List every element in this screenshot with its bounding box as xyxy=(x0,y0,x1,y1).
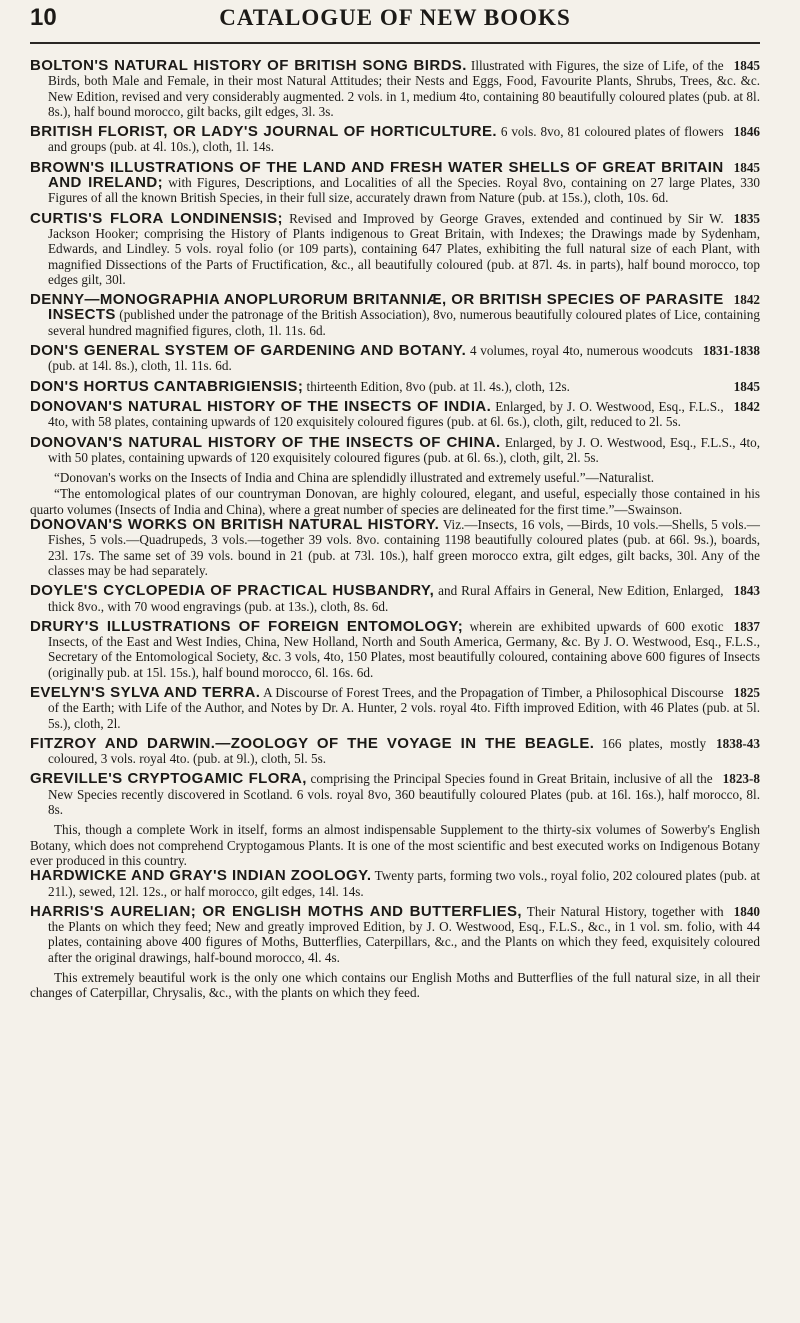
catalogue-entry xyxy=(30,583,760,614)
catalogue-entry xyxy=(30,685,760,731)
catalogue-entry xyxy=(30,619,760,680)
entry-date: 1842 xyxy=(733,292,760,308)
entry-title: DONOVAN'S NATURAL HISTORY OF THE INSECTS OF CHINA. xyxy=(30,433,501,451)
catalogue-entry xyxy=(30,160,760,206)
catalogue-entry xyxy=(30,904,760,965)
catalogue-entry xyxy=(30,517,760,578)
entry-title: DONOVAN'S WORKS ON BRITISH NATURAL HISTORY. xyxy=(30,516,440,534)
entry-body: 6 vols. 8vo, 81 coloured plates of flowers and groups (pub. at 4l. 10s.), cloth, 1l. 14s. xyxy=(48,124,724,155)
entry-body: Viz.—Insects, 16 vols, —Birds, 10 vols.—Shells, 5 vols.—Fishes, 5 vols.—Quadrupeds, 3 vols.—together 39 vols. 8vo. containing 1198 beautifully coloured plates (pub. at 66l. 9s.), boards, 23l. 17s. The same set of 39 vols. bound in 21 (pub. at 73l. 10s.), half green morocco extra, gilt edges, gilt backs, 30l. Any of the classes may be had separately. xyxy=(48,517,760,578)
entry-body: (published under the patronage of the British Association), 8vo, numerous beautifully coloured plates of Lice, containing several hundred magnified figures, cloth, 1l. 11s. 6d. xyxy=(48,307,760,338)
entry-body: Twenty parts, forming two vols., royal folio, 202 coloured plates (pub. at 21l.), sewed, 12l. 12s., or half morocco, gilt edges, 14l. 14s. xyxy=(48,868,760,899)
entry-date: 1837 xyxy=(733,618,760,634)
entry-title: EVELYN'S SYLVA AND TERRA. xyxy=(30,683,261,701)
entry-body: 166 plates, mostly coloured, 3 vols. royal 4to. (pub. at 9l.), cloth, 5l. 5s. xyxy=(48,735,707,767)
entry-body: 4 volumes, royal 4to, numerous woodcuts (pub. at 14l. 8s.), cloth, 1l. 11s. 6d. xyxy=(48,343,693,374)
entry-title: BROWN'S ILLUSTRATIONS OF THE LAND AND FRESH WATER SHELLS OF GREAT BRITAIN AND IRELAND; xyxy=(30,158,724,192)
catalogue-entry xyxy=(30,736,760,767)
catalogue-entry xyxy=(30,58,760,119)
entry-date: 1845 xyxy=(733,159,760,175)
catalogue-entry xyxy=(30,343,760,374)
entry-date: 1831-1838 xyxy=(702,343,760,359)
catalogue-entry xyxy=(30,435,760,466)
entry-date: 1835 xyxy=(733,210,760,226)
entry-date: 1842 xyxy=(733,398,760,414)
catalogue-entry xyxy=(30,211,760,287)
entry-body: Enlarged, by J. O. Westwood, Esq., F.L.S., 4to, with 50 plates, containing upwards of 120 exquisitely coloured figures (pub. at 6l. 6s.), cloth, gilt, 2l. 5s. xyxy=(48,434,760,465)
entry-body: and Rural Affairs in General, New Edition, Enlarged, thick 8vo., with 70 wood engravings (pub. at 13s.), cloth, 8s. 6d. xyxy=(48,583,724,614)
entry-title: DON'S HORTUS CANTABRIGIENSIS; xyxy=(30,377,304,395)
catalogue-entry xyxy=(30,124,760,155)
entry-title: CURTIS'S FLORA LONDINENSIS; xyxy=(30,209,283,227)
catalogue-entries xyxy=(30,58,760,1001)
page-header xyxy=(30,4,760,44)
entry-body: Illustrated with Figures, the size of Life, of the Birds, both Male and Female, in their most Natural Attitudes; their Nests and Eggs, Food, Favourite Plants, Shrubs, Trees, &c. &c. New Edition, revised and very considerably augmented. 2 vols. in 1, medium 4to, containing 80 beautifully coloured plates (pub. at 8l. 8s.), half bound morocco, gilt backs, gilt edges, 3l. 3s. xyxy=(48,58,760,119)
entry-date: 1845 xyxy=(733,58,760,73)
catalogue-entry xyxy=(30,399,760,430)
entry-body: wherein are exhibited upwards of 600 exotic Insects, of the East and West Indies, China, New Holland, North and South America, Germany, &c. By J. O. Westwood, Esq., F.L.S., Secretary of the Entomological Society, &c. 3 vols, 4to, 150 Plates, most beautifully coloured, containing above 600 figures of Insects (originally pub. at 15l. 15s.), half bound morocco, 6l. 16s. 6d. xyxy=(48,618,760,680)
entry-title: GREVILLE'S CRYPTOGAMIC FLORA, xyxy=(30,770,307,788)
entry-title: DENNY—MONOGRAPHIA ANOPLURORUM BRITANNIÆ, OR BRITISH SPECIES OF PARASITE INSECTS xyxy=(30,291,724,324)
entry-title: DRURY'S ILLUSTRATIONS OF FOREIGN ENTOMOLOGY; xyxy=(30,617,464,635)
entry-body: comprising the Principal Species found in Great Britain, inclusive of all the New Species recently discovered in Scotland. 6 vols. royal 8vo, 360 beautifully coloured Plates (pub. at 16l. 16s.), half morocco, 8l. 8s. xyxy=(48,771,760,818)
entry-title: DOYLE'S CYCLOPEDIA OF PRACTICAL HUSBANDRY, xyxy=(30,582,435,600)
entry-title: BOLTON'S NATURAL HISTORY OF BRITISH SONG BIRDS. xyxy=(30,57,467,74)
entry-body: Their Natural History, together with the Plants on which they feed; New and greatly improved Edition, by J. O. Westwood, Esq., F.L.S., &c., in 1 vol. sm. folio, with 44 plates, containing above 400 figures of Moths, Butterflies, Caterpillars, &c., and the Plants on which they feed, exquisitely coloured after the original drawings, half-bound morocco, 4l. 4s. xyxy=(48,903,760,965)
entry-date: 1825 xyxy=(733,684,760,700)
entry-note: This, though a complete Work in itself, forms an almost indispensable Supplement to the thirty-six volumes of Sowerby's English Botany, which does not comprehend Cryptogamous Plants. It is one of the most scientific and best executed works on Indigenous Botany ever produced in this country. xyxy=(30,822,760,868)
entry-note: “Donovan's works on the Insects of India and China are splendidly illustrated and extremely useful.”—Naturalist. xyxy=(54,470,655,486)
entry-title: DONOVAN'S NATURAL HISTORY OF THE INSECTS OF INDIA. xyxy=(30,397,492,415)
page-number: 10 xyxy=(30,4,57,31)
catalogue-entry xyxy=(30,292,760,338)
entry-body: Revised and Improved by George Graves, extended and continued by Sir W. Jackson Hooker; comprising the History of Plants indigenous to Great Britain, with Indexes; the Drawings made by Sydenham, Edwards, and Lindley. 5 vols. royal folio (or 109 parts), containing 647 Plates, exhibiting the full natural size of each Plant, with magnified Dissections of the Parts of Fructification, &c., all beautifully coloured (pub. at 87l. 4s. in parts), half bound morocco, top edges gilt, 30l. xyxy=(48,210,760,287)
running-head: CATALOGUE OF NEW BOOKS xyxy=(219,5,571,30)
entry-title: FITZROY AND DARWIN.—ZOOLOGY OF THE VOYAGE IN THE BEAGLE. xyxy=(30,734,595,752)
entry-body: Enlarged, by J. O. Westwood, Esq., F.L.S., 4to, with 58 plates, containing upwards of 120 exquisitely coloured figures (pub. at 6l. 6s.), cloth, gilt, reduced to 2l. 5s. xyxy=(48,398,724,430)
entry-note: “The entomological plates of our countryman Donovan, are highly coloured, elegant, and useful, especially those contained in his quarto volumes (Insects of India and China), where a great number of species are delineated for the first time.”—Swainson. xyxy=(30,486,760,517)
entry-body: A Discourse of Forest Trees, and the Propagation of Timber, a Philosophical Discourse of the Earth; with Life of the Author, and Notes by Dr. A. Hunter, 2 vols. royal 4to. Fifth improved Edition, with 46 Plates (pub. at 5l. 5s.), cloth, 2l. xyxy=(48,684,760,731)
entry-body: thirteenth Edition, 8vo (pub. at 1l. 4s.), cloth, 12s. xyxy=(306,378,570,394)
entry-body: with Figures, Descriptions, and Localities of all the Species. Royal 8vo, containing on 27 large Plates, 330 Figures of all the known British Species, in their full size, accurately drawn from Nature (pub. at 15s.), cloth, 10s. 6d. xyxy=(48,175,761,206)
entry-title: DON'S GENERAL SYSTEM OF GARDENING AND BOTANY. xyxy=(30,342,467,360)
entry-title: HARDWICKE AND GRAY'S INDIAN ZOOLOGY. xyxy=(30,867,372,885)
entry-date: 1843 xyxy=(733,583,760,599)
entry-date: 1840 xyxy=(733,903,760,919)
catalogue-entry xyxy=(30,868,760,899)
catalogue-entry xyxy=(30,771,760,817)
entry-note: This extremely beautiful work is the only one which contains our English Moths and Butterflies of the full natural size, in all their changes of Caterpillar, Chrysalis, &c., with the plants on which they feed. xyxy=(30,970,760,1001)
entry-title: BRITISH FLORIST, OR LADY'S JOURNAL OF HORTICULTURE. xyxy=(30,123,497,141)
catalogue-entry xyxy=(30,379,760,394)
entry-date: 1846 xyxy=(733,124,760,140)
entry-date: 1823-8 xyxy=(722,771,760,787)
entry-title: HARRIS'S AURELIAN; OR ENGLISH MOTHS AND BUTTERFLIES, xyxy=(30,902,522,920)
entry-date: 1838-43 xyxy=(716,735,760,751)
entry-date: 1845 xyxy=(733,378,760,394)
